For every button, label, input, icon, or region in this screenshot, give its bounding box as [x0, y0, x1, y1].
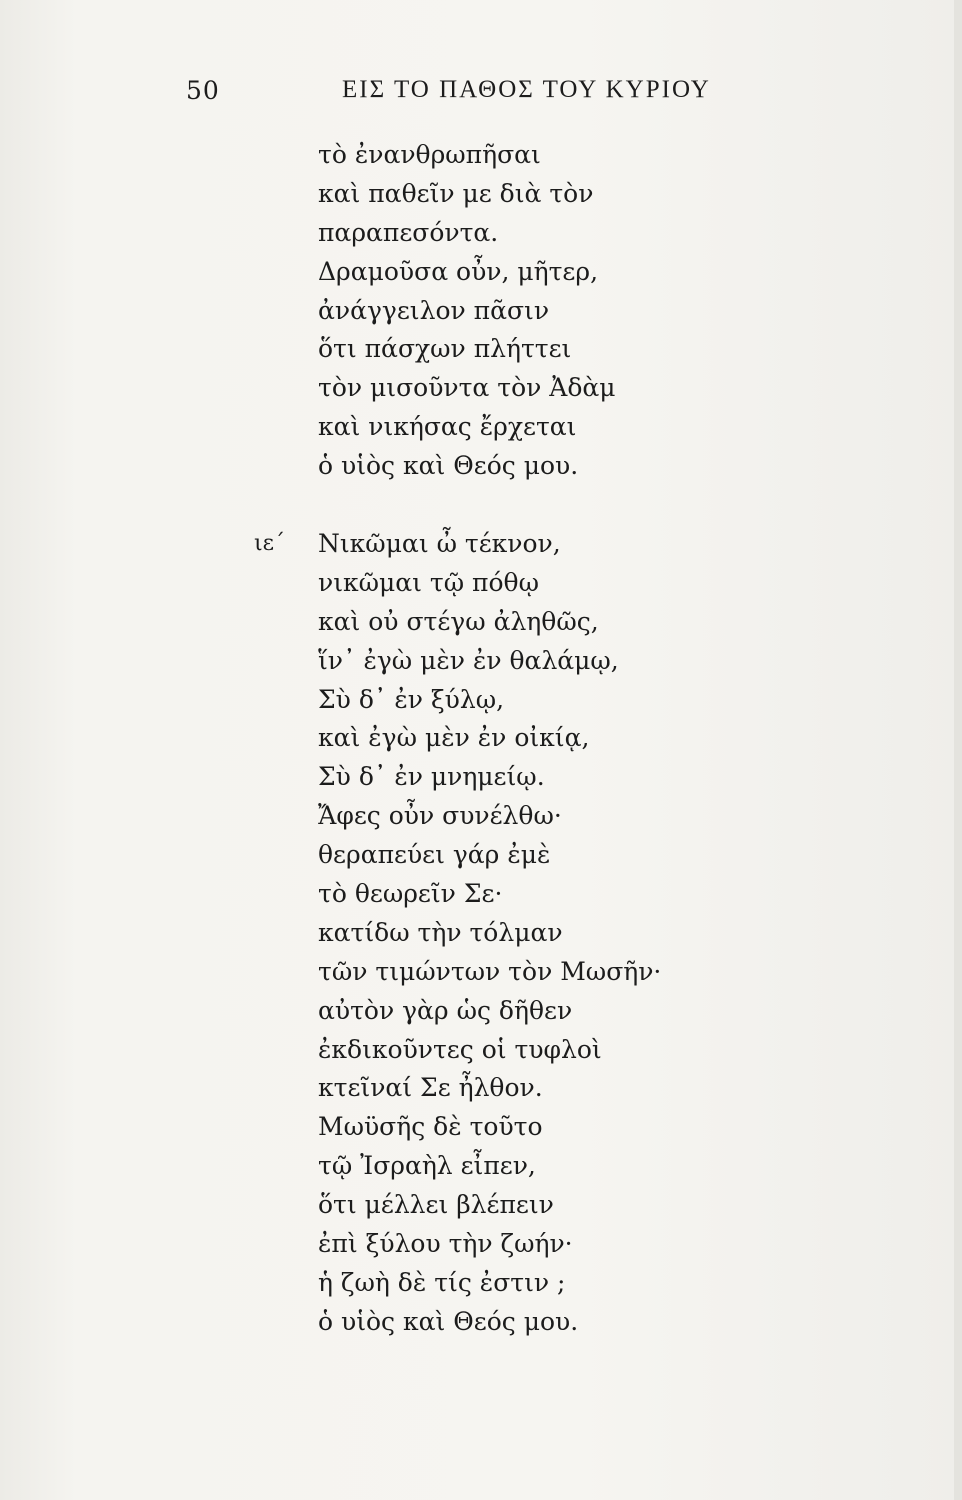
verse-line: Σὺ δ᾽ ἐν ξύλῳ,	[318, 684, 505, 714]
verse-line: θεραπεύει γάρ ἐμὲ	[318, 840, 551, 870]
verse-line: Νικῶμαι ὦ τέκνον,	[318, 529, 561, 558]
verse-line: ἀνάγγειλον πᾶσιν	[318, 295, 550, 325]
page-edge	[954, 0, 962, 1500]
verse-line: τῷ Ἰσραὴλ εἶπεν,	[318, 1151, 536, 1181]
verse-line: τὸ ἐνανθρωπῆσαι	[318, 140, 541, 169]
verse-line: καὶ νικήσας ἔρχεται	[318, 412, 577, 442]
verse-line: Σὺ δ᾽ ἐν μνημείῳ.	[318, 762, 545, 792]
stanza-number: ιε΄	[254, 531, 286, 556]
verse-line: καὶ παθεῖν με διὰ τὸν	[318, 178, 594, 208]
verse-line: ἐπὶ ξύλου τὴν ζωήν·	[318, 1229, 573, 1259]
verse-line: καὶ οὐ στέγω ἀληθῶς,	[318, 606, 599, 636]
verse-line: ὁ υἱὸς καὶ Θεός μου.	[318, 1306, 579, 1336]
verse-line: ἵν᾽ ἐγὼ μὲν ἐν θαλάμῳ,	[318, 645, 619, 675]
verse-line: ὅτι μέλλει βλέπειν	[318, 1190, 554, 1220]
verse-line: ὅτι πάσχων πλήττει	[318, 334, 572, 364]
verse-line: αὐτὸν γὰρ ὡς δῆθεν	[318, 995, 573, 1025]
verse-line: τὸν μισοῦντα τὸν Ἀδὰμ	[318, 373, 616, 403]
verse-line: ὁ υἱὸς καὶ Θεός μου.	[318, 451, 579, 481]
running-title: ΕΙΣ ΤΟ ΠΑΘΟΣ ΤΟΥ ΚΥΡΙΟΥ	[342, 76, 711, 103]
verse-line: Μωϋσῆς δὲ τοῦτο	[318, 1112, 543, 1142]
stanza-1	[318, 136, 616, 486]
page-header	[0, 76, 962, 116]
verse-line: τῶν τιμώντων τὸν Μωσῆν·	[318, 956, 662, 986]
verse-line: Ἄφες οὖν συνέλθω·	[318, 801, 562, 831]
verse-line: τὸ θεωρεῖν Σε·	[318, 879, 503, 909]
verse-line: παραπεσόντα.	[318, 217, 499, 247]
page-number: 50	[186, 76, 220, 105]
verse-line: Δραμοῦσα οὖν, μῆτερ,	[318, 256, 599, 286]
stanza-2	[318, 525, 661, 1342]
verse-line: κτεῖναί Σε ἦλθον.	[318, 1073, 543, 1103]
verse-line: ἡ ζωὴ δὲ τίς ἐστιν ;	[318, 1267, 566, 1297]
verse-line: νικῶμαι τῷ πόθῳ	[318, 567, 539, 597]
verse-line: κατίδω τὴν τόλμαν	[318, 917, 563, 947]
verse-line: ἐκδικοῦντες οἱ τυφλοὶ	[318, 1034, 602, 1064]
verse-line: καὶ ἐγὼ μὲν ἐν οἰκίᾳ,	[318, 723, 590, 753]
